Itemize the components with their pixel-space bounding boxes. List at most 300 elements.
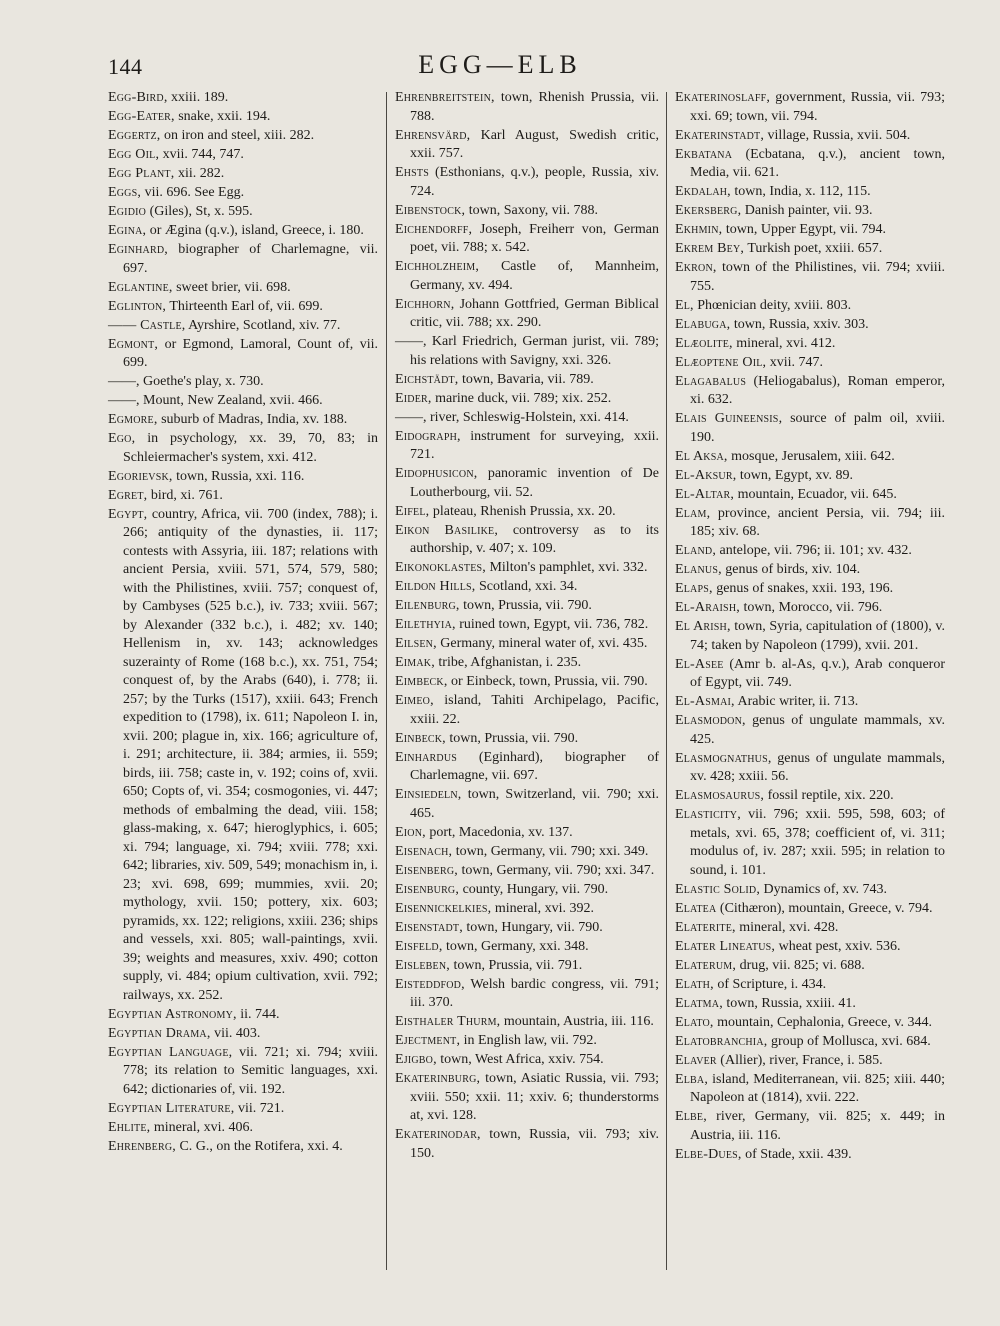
index-entry [108, 1100, 378, 1119]
entry-references: province, ancient Persia, vii. 794; iii. 185; xiv. 68. [690, 505, 945, 539]
entry-references: ——, Mount, New Zealand, xvii. 466. [108, 393, 323, 408]
entry-headword: Eildon Hills, [395, 579, 476, 594]
entry-references: (Cithæron), mountain, Greece, v. 794. [716, 900, 933, 916]
entry-headword: Elaterum, [675, 957, 737, 973]
entry-references: town, Morocco, vii. 796. [739, 600, 883, 615]
entry-headword: Eikon Basilike, [395, 522, 499, 538]
index-entry [108, 336, 378, 373]
entry-references: town, Russia, xxiv. 303. [730, 316, 869, 332]
entry-headword: Elasmodon, [675, 713, 746, 728]
entry-references: town, Syria, capitulation of (1800), v. 74; taken by Napoleon (1799), xvii. 201. [690, 619, 945, 653]
entry-headword: Elaps, [675, 581, 713, 596]
index-entry [395, 692, 659, 729]
entry-headword: Egyptian Language, [108, 1044, 233, 1060]
index-entry [108, 430, 378, 467]
entry-references: Phœnician deity, xviii. 803. [693, 297, 852, 313]
entry-references: town of the Philistines, vii. 794; xviii. 755. [690, 260, 945, 294]
entry-headword: Eilethyia, [395, 617, 456, 632]
index-entry [395, 654, 659, 673]
entry-headword: Eglantine, [108, 279, 173, 295]
entry-headword: Elath, [675, 976, 714, 992]
index-entry [675, 89, 945, 126]
entry-references: town, Prussia, vii. 790. [445, 730, 579, 746]
entry-headword: Eichstädt, [395, 371, 459, 387]
entry-headword: Elais Guineensis, [675, 411, 783, 426]
entry-headword: Egidio [108, 204, 147, 219]
entry-headword: Eisteddfod, [395, 976, 465, 992]
index-entry [395, 843, 659, 862]
entry-references: ——, river, Schleswig-Holstein, xxi. 414. [395, 409, 629, 425]
entry-headword: El Aksa, [675, 448, 728, 464]
entry-references: mineral, xvi. 392. [491, 900, 595, 916]
entry-references: Thirteenth Earl of, vii. 699. [166, 298, 323, 314]
entry-headword: Einsiedeln, [395, 787, 462, 802]
index-entry [108, 146, 378, 165]
entry-headword: El-Araish, [675, 600, 740, 615]
index-entry [395, 881, 659, 900]
index-entry [395, 938, 659, 957]
entry-references: (Eginhard), biographer of Charlemagne, vii. 697. [410, 749, 659, 783]
index-entry [395, 296, 659, 333]
entry-references: ——, Goethe's play, x. 730. [108, 374, 264, 389]
entry-references: genus of birds, xiv. 104. [721, 562, 861, 577]
entry-headword: Elaterite, [675, 919, 736, 935]
entry-headword: El-Asmai, [675, 694, 735, 709]
entry-headword: Ekdalah, [675, 184, 731, 199]
index-entry [395, 976, 659, 1013]
index-entry [395, 578, 659, 597]
index-entry [108, 89, 378, 108]
index-entry [675, 448, 945, 467]
entry-headword: Ekhmin, [675, 222, 723, 237]
entry-headword: Ehrenberg, [108, 1138, 176, 1154]
entry-references: Ayrshire, Scotland, xiv. 77. [185, 317, 341, 333]
index-entry [675, 335, 945, 354]
index-column-2 [395, 89, 659, 1164]
index-entry [108, 1138, 378, 1157]
entry-references: town, India, x. 112, 115. [730, 184, 871, 199]
entry-references: vii. 796; xxii. 595, 598, 603; of metals, xvi. 65, 378; coefficient of, vi. 311; modulus of, iv. 287; xxii. 595; in relation to sound, i. 101. [690, 807, 945, 878]
entry-references: or Einbeck, town, Prussia, vii. 790. [447, 674, 648, 689]
index-entry [108, 241, 378, 278]
entry-headword: Eland, [675, 543, 717, 558]
entry-references: vii. 696. See Egg. [141, 185, 245, 200]
entry-references: island, Tahiti Archipelago, Pacific, xxiii. 22. [410, 693, 659, 727]
index-entry [108, 165, 378, 184]
index-entry [675, 580, 945, 599]
entry-headword: Ekron, [675, 260, 717, 275]
entry-references: snake, xxii. 194. [174, 109, 271, 124]
entry-headword: Eggertz, [108, 128, 161, 143]
entry-headword: Ehrenbreitstein, [395, 90, 495, 105]
running-head: EGG—ELB [418, 50, 582, 79]
index-entry [675, 146, 945, 183]
entry-headword: Elaver [675, 1052, 717, 1068]
entry-headword: Ehsts [395, 165, 430, 180]
entry-headword: Elato, [675, 1014, 714, 1030]
entry-headword: Eisthaler Thurm, [395, 1014, 501, 1029]
index-entry [108, 184, 378, 203]
index-entry [395, 89, 659, 126]
index-entry [675, 221, 945, 240]
entry-headword: El-Asee [675, 656, 724, 672]
entry-headword: Elabuga, [675, 316, 731, 332]
entry-headword: Einhardus [395, 749, 458, 765]
entry-headword: Eilsen, [395, 636, 437, 651]
index-entry [675, 618, 945, 655]
entry-references: sweet brier, vii. 698. [172, 279, 291, 295]
entry-references: Scotland, xxi. 34. [475, 579, 578, 594]
index-entry [675, 373, 945, 410]
entry-references: on iron and steel, xiii. 282. [160, 128, 315, 143]
entry-references: river, Germany, vii. 825; x. 449; in Austria, iii. 116. [690, 1109, 945, 1143]
entry-headword: Ego, [108, 431, 136, 446]
index-entry [675, 259, 945, 296]
entry-headword: Egg Oil, [108, 147, 160, 162]
entry-headword: Elba, [675, 1071, 709, 1087]
entry-references: Karl August, Swedish critic, xxii. 757. [410, 127, 659, 161]
entry-references: Welsh bardic congress, vii. 791; iii. 370. [410, 976, 659, 1010]
entry-references: town, Saxony, vii. 788. [465, 202, 599, 218]
index-entry [395, 1126, 659, 1163]
index-entry [395, 597, 659, 616]
entry-headword: Egypt, [108, 506, 148, 522]
index-entry [675, 599, 945, 618]
entry-headword: Eimeo, [395, 693, 434, 708]
index-entry [675, 712, 945, 749]
index-entry [395, 1013, 659, 1032]
entry-references: (Esthonians, q.v.), people, Russia, xiv. 724. [410, 165, 659, 199]
index-entry [675, 900, 945, 919]
entry-references: ——, Karl Friedrich, German jurist, vii. 789; his relations with Savigny, xxi. 326. [395, 334, 659, 368]
index-entry [675, 750, 945, 787]
entry-headword: Eimak, [395, 655, 435, 670]
column-divider [666, 92, 667, 1270]
column-divider [386, 92, 387, 1270]
entry-references: mountain, Austria, iii. 116. [500, 1014, 654, 1029]
entry-references: ruined town, Egypt, vii. 736, 782. [455, 617, 649, 632]
entry-headword: Elbe, [675, 1109, 707, 1124]
entry-references: mineral, xvi. 406. [150, 1119, 253, 1135]
entry-references: mountain, Ecuador, vii. 645. [734, 486, 897, 502]
index-entry [395, 616, 659, 635]
entry-headword: Elasticity, [675, 807, 741, 822]
entry-references: genus of ungulate mammals, xv. 428; xxiii. 56. [690, 750, 945, 784]
entry-headword: Elagabalus [675, 373, 747, 389]
index-entry [675, 505, 945, 542]
entry-references: xxiii. 189. [167, 90, 229, 105]
index-entry [108, 1044, 378, 1100]
entry-headword: Egmont, [108, 336, 159, 352]
entry-references: bird, xi. 761. [147, 487, 223, 503]
entry-references: Dynamics of, xv. 743. [760, 881, 888, 897]
page-number: 144 [108, 54, 143, 79]
entry-headword: Egg-Bird, [108, 90, 168, 105]
entry-references: mountain, Cephalonia, Greece, v. 344. [713, 1014, 932, 1030]
entry-references: C. G., on the Rotifera, xxi. 4. [175, 1138, 343, 1154]
entry-headword: Eider, [395, 390, 432, 406]
index-entry [675, 467, 945, 486]
entry-headword: Eisenberg, [395, 862, 458, 878]
index-entry [395, 919, 659, 938]
entry-headword: Eion, [395, 824, 426, 840]
index-column-1 [108, 89, 378, 1157]
entry-references: plateau, Rhenish Prussia, xx. 20. [429, 503, 616, 519]
index-entry [395, 522, 659, 559]
index-entry [395, 786, 659, 823]
index-entry [395, 409, 659, 428]
entry-headword: Elanus, [675, 562, 722, 577]
entry-headword: Ehrensvärd, [395, 127, 471, 143]
index-entry [395, 221, 659, 258]
index-entry [395, 127, 659, 164]
entry-headword: Ejectment, [395, 1033, 461, 1048]
entry-references: country, Africa, vii. 700 (index, 788); i. 266; antiquity of the dynasties, ii. 117; contests with Assyria, iii. 187; relations with ancient Persia, xviii. 571, 574, 579, 580; with the Philistines, xviii. 757; conquest of, by Cambyses (525 b.c.), iv. 733; xviii. 567; by Alexander (332 b.c.), i. 482; xv. 140; Hellenism in, xv. 143; acknowledges suzerainty of Rome (168 b.c.), xx. 751, 754; conquest of, by the Arabs (640), i. 778; ii. 257; by the Turks (1517), xxiii. 643; French expedition to (1798), ix. 611; Napoleon I. in, xvii. 200; plague in, xix. 166; agriculture of, i. 291; architecture, ii. 384; armies, ii. 559; birds, iii. 758; caste in, v. 192; coins of, xvii. 650; Copts of, vi. 354; cosmogonies, vi. 447; methods of embalming the dead, viii. 158; glass-making, x. 647; hieroglyphics, i. 605; xi. 794; language, xi. 794; xviii. 778; xxi. 642; libraries, xiv. 509, 549; monachism in, i. 23; xvi. 698, 699; mummies, xvii. 20; mythology, xvii. 150; pottery, xix. 603; pyramids, xx. 122; religions, xxiii. 236; ships and vessels, xxi. 805; wall-paintings, xvii. 39; weights and measures, xxiv. 490; cotton supply, vi. 484; opium cultivation, xvii. 792; railways, xx. 252. [123, 506, 378, 1003]
entry-headword: Ekersberg, [675, 203, 742, 218]
entry-headword: Eikonoklastes, [395, 560, 486, 575]
entry-references: genus of ungulate mammals, xv. 425. [690, 713, 945, 747]
index-entry [675, 127, 945, 146]
entry-references: ii. 744. [236, 1006, 280, 1022]
entry-references: (Amr b. al-As, q.v.), Arab conqueror of Egypt, vii. 749. [690, 656, 945, 690]
entry-references: town, Russia, xxiii. 41. [722, 995, 856, 1011]
index-entry [108, 1025, 378, 1044]
index-entry [108, 392, 378, 411]
index-entry [108, 279, 378, 298]
index-entry [395, 333, 659, 370]
entry-references: town, Upper Egypt, vii. 794. [722, 222, 887, 237]
entry-references: town, Bavaria, vii. 789. [458, 371, 594, 387]
entry-references: suburb of Madras, India, xv. 188. [157, 412, 348, 427]
index-entry [395, 862, 659, 881]
entry-headword: El-Altar, [675, 486, 735, 502]
index-entry [675, 486, 945, 505]
entry-headword: Elatea [675, 900, 717, 916]
entry-headword: Eisenstadt, [395, 919, 463, 935]
entry-headword: Eifel, [395, 503, 430, 519]
index-entry [675, 316, 945, 335]
index-entry [108, 1119, 378, 1138]
entry-references: town, Germany, xxi. 348. [442, 938, 589, 954]
entry-headword: Eginhard, [108, 242, 168, 257]
entry-headword: Elæoptene Oil, [675, 354, 767, 370]
index-entry [108, 468, 378, 487]
index-entry [675, 881, 945, 900]
entry-references: in English law, vii. 792. [460, 1033, 597, 1048]
index-entry [108, 487, 378, 506]
entry-references: controversy as to its authorship, v. 407; x. 109. [410, 522, 659, 556]
index-entry [675, 1071, 945, 1108]
entry-headword: El-Aksur, [675, 467, 737, 483]
index-entry [675, 410, 945, 447]
entry-headword: Ejigbo, [395, 1052, 437, 1067]
entry-references: government, Russia, vii. 793; xxi. 69; town, vii. 794. [690, 90, 945, 124]
entry-references: biographer of Charlemagne, vii. 697. [123, 242, 378, 276]
entry-references: of Scripture, i. 434. [713, 976, 827, 992]
index-entry [675, 787, 945, 806]
entry-headword: Elæolite, [675, 335, 733, 351]
index-entry [108, 373, 378, 392]
entry-references: town, Russia, vii. 793; xiv. 150. [410, 1127, 659, 1161]
entry-headword: Eichholzheim, [395, 259, 480, 274]
index-entry [675, 1014, 945, 1033]
index-entry [395, 503, 659, 522]
entry-references: or Egmond, Lamoral, Count of, vii. 699. [123, 336, 378, 370]
index-entry [395, 465, 659, 502]
index-entry [395, 1051, 659, 1070]
entry-references: town, West Africa, xxiv. 754. [436, 1052, 604, 1067]
entry-headword: Eggs, [108, 185, 142, 200]
entry-references: town, Germany, vii. 790; xxi. 349. [452, 843, 649, 859]
entry-references: marine duck, vii. 789; xix. 252. [431, 390, 612, 406]
index-entry [395, 824, 659, 843]
index-entry [395, 164, 659, 201]
entry-references: town, Asiatic Russia, vii. 793; xviii. 550; xxii. 11; xxiv. 6; thunderstorms at, xvi. 128. [410, 1071, 659, 1123]
entry-headword: Egyptian Literature, [108, 1100, 235, 1116]
index-entry [675, 1108, 945, 1145]
index-entry [395, 1032, 659, 1051]
entry-headword: Ekbatana [675, 146, 733, 162]
entry-headword: Ekaterinoslaff, [675, 90, 771, 105]
index-entry [108, 411, 378, 430]
index-entry [108, 317, 378, 336]
entry-references: genus of snakes, xxii. 193, 196. [712, 581, 894, 596]
index-entry [395, 390, 659, 409]
entry-headword: Ehlite, [108, 1119, 151, 1135]
entry-headword: Eidophusicon, [395, 466, 478, 481]
entry-references: town, Prussia, vii. 791. [449, 957, 583, 973]
entry-references: xvii. 747. [766, 354, 824, 370]
entry-references: town, Germany, vii. 790; xxi. 347. [457, 862, 655, 878]
index-entry [108, 222, 378, 241]
index-entry [675, 240, 945, 259]
index-entry [395, 900, 659, 919]
entry-references: group of Mollusca, xvi. 684. [767, 1033, 931, 1049]
entry-references: vii. 721; xi. 794; xviii. 778; its relation to Semitic languages, xxi. 642; dictionaries of, vii. 192. [123, 1044, 378, 1097]
entry-references: town, Hungary, vii. 790. [462, 919, 603, 935]
entry-headword: Ekrem Bey, [675, 241, 745, 256]
index-entry [675, 693, 945, 712]
entry-references: wheat pest, xxiv. 536. [775, 938, 901, 954]
entry-headword: Egmore, [108, 412, 158, 427]
entry-headword: Einbeck, [395, 730, 446, 746]
entry-references: antelope, vii. 796; ii. 101; xv. 432. [716, 543, 912, 558]
index-entry [675, 542, 945, 561]
entry-headword: Egorievsk, [108, 468, 173, 484]
entry-references: vii. 403. [210, 1025, 261, 1041]
entry-headword: Elam, [675, 505, 711, 521]
entry-references: xvii. 744, 747. [159, 147, 244, 162]
index-entry [675, 995, 945, 1014]
index-entry [108, 1006, 378, 1025]
entry-headword: Elatobranchia, [675, 1033, 768, 1049]
index-entry [395, 1070, 659, 1126]
index-entry [675, 1146, 945, 1165]
index-entry [675, 938, 945, 957]
entry-headword: Eilenburg, [395, 598, 460, 613]
entry-references: source of palm oil, xviii. 190. [690, 411, 945, 445]
entry-references: panoramic invention of De Loutherbourg, vii. 52. [410, 466, 659, 500]
entry-references: Castle of, Mannheim, Germany, xv. 494. [410, 259, 659, 293]
index-entry [675, 561, 945, 580]
entry-references: town, Egypt, xv. 89. [736, 467, 853, 483]
entry-headword: Eisenach, [395, 843, 453, 859]
entry-headword: Ekaterinodar, [395, 1127, 481, 1142]
entry-references: town, Russia, xxi. 116. [172, 468, 305, 484]
index-entry [395, 371, 659, 390]
index-entry [395, 957, 659, 976]
entry-headword: Elasmognathus, [675, 750, 772, 766]
entry-references: mineral, xvi. 412. [732, 335, 836, 351]
entry-references: or Ægina (q.v.), island, Greece, i. 180. [146, 223, 364, 238]
entry-headword: Eimbeck, [395, 674, 448, 689]
index-entry [395, 258, 659, 295]
entry-references: county, Hungary, vii. 790. [459, 881, 609, 897]
index-entry [108, 108, 378, 127]
index-entry [395, 635, 659, 654]
entry-headword: Eichhorn, [395, 296, 455, 312]
entry-references: in psychology, xx. 39, 70, 83; in Schleiermacher's system, xxi. 412. [123, 431, 378, 465]
entry-references: town, Prussia, vii. 790. [459, 598, 592, 613]
entry-headword: Eidograph, [395, 428, 461, 444]
entry-headword: Egret, [108, 487, 148, 503]
entry-headword: El Arish, [675, 619, 731, 634]
index-entry [108, 298, 378, 317]
entry-references: Milton's pamphlet, xvi. 332. [485, 560, 648, 575]
index-entry [395, 730, 659, 749]
entry-references: drug, vii. 825; vi. 688. [736, 957, 865, 973]
entry-references: island, Mediterranean, vii. 825; xiii. 440; Napoleon at (1814), xvii. 222. [690, 1071, 945, 1105]
entry-references: Turkish poet, xxiii. 657. [744, 241, 883, 256]
index-entry [675, 354, 945, 373]
entry-references: vii. 721. [234, 1100, 285, 1116]
entry-headword: Eisfeld, [395, 938, 443, 954]
entry-references: instrument for surveying, xxii. 721. [410, 428, 659, 462]
entry-references: Joseph, Freiherr von, German poet, vii. 788; x. 542. [410, 221, 659, 255]
index-entry [395, 749, 659, 786]
entry-headword: Egyptian Drama, [108, 1025, 211, 1041]
entry-references: (Heliogabalus), Roman emperor, xi. 632. [690, 373, 945, 407]
index-entry [675, 1052, 945, 1071]
entry-headword: Egg-Eater, [108, 109, 175, 124]
entry-references: village, Russia, xvii. 504. [764, 127, 911, 143]
index-entry [675, 806, 945, 880]
entry-references: Arabic writer, ii. 713. [734, 694, 859, 709]
index-entry [675, 957, 945, 976]
entry-headword: Elasmosaurus, [675, 788, 765, 803]
index-entry [675, 202, 945, 221]
entry-references: town, Switzerland, vii. 790; xxi. 465. [410, 787, 659, 821]
entry-headword: Elatma, [675, 995, 723, 1011]
index-entry [108, 127, 378, 146]
entry-references: Danish painter, vii. 93. [741, 203, 873, 218]
entry-headword: Eglinton, [108, 298, 167, 314]
index-entry [675, 183, 945, 202]
index-entry [675, 976, 945, 995]
entry-headword: Eibenstock, [395, 202, 466, 218]
index-entry [675, 1033, 945, 1052]
entry-headword: Eisennickelkies, [395, 900, 492, 916]
entry-references: Germany, mineral water of, xvi. 435. [436, 636, 648, 651]
index-entry [108, 506, 378, 1006]
entry-references: of Stade, xxii. 439. [741, 1146, 852, 1162]
entry-headword: Eisenburg, [395, 881, 460, 897]
entry-headword: Ekaterinstadt, [675, 127, 765, 143]
index-entry [675, 656, 945, 693]
entry-references: Johann Gottfried, German Biblical critic, vii. 788; xx. 290. [410, 296, 659, 330]
index-entry [395, 673, 659, 692]
entry-headword: Egyptian Astronomy, [108, 1006, 237, 1022]
